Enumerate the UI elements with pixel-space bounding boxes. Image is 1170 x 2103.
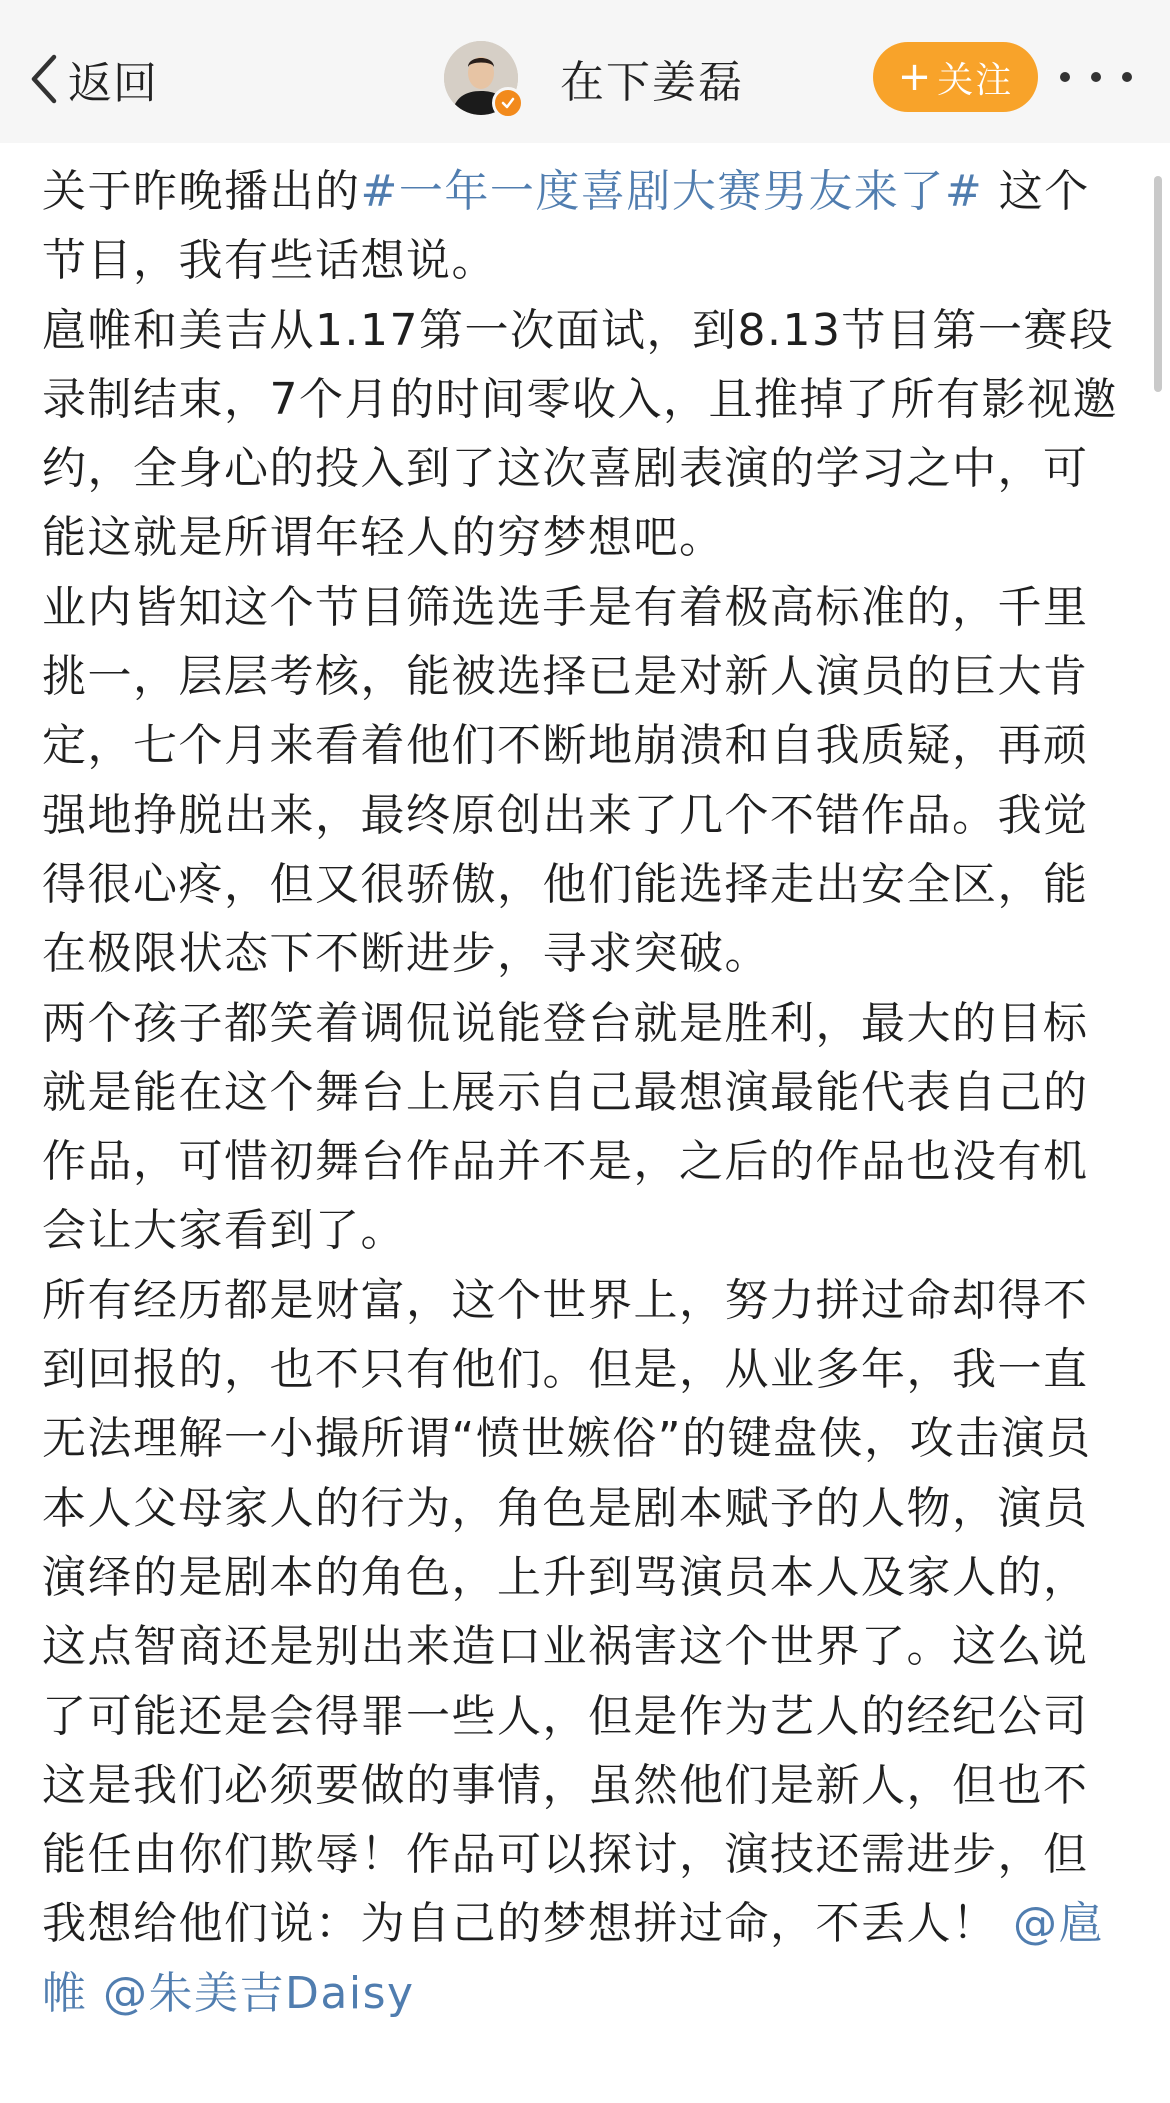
post-paragraph: 业内皆知这个节目筛选选手是有着极高标准的，千里挑一，层层考核，能被选择已是对新人演员的巨大肯定，七个月来看着他们不断地崩溃和自我质疑，再顽强地挣脱出来，最终原创出来了几个不错作品。我觉得很心疼，但又很骄傲，他们能选择走出安全区，能在极限状态下不断进步，寻求突破。	[42, 581, 1089, 980]
post-paragraph: 所有经历都是财富，这个世界上，努力拼过命却得不到回报的，也不只有他们。但是，从业多年，我一直无法理解一小撮所谓“愤世嫉俗”的键盘侠，攻击演员本人父母家人的行为，角色是剧本赋予的人物，演员演绎的是剧本的角色，上升到骂演员本人及家人的，这点智商还是别出来造口业祸害这个世界了。这么说了可能还是会得罪一些人，但是作为艺人的经纪公司这是我们必须要做的事情，虽然他们是新人，但也不能任由你们欺辱！作品可以探讨，演技还需进步，但	[42, 1274, 1092, 1881]
back-button[interactable]	[30, 44, 158, 114]
post-body	[42, 157, 1132, 2028]
follow-button[interactable]	[873, 42, 1038, 112]
author-info[interactable]	[444, 38, 744, 118]
mention-link[interactable]: @扈帷	[42, 1898, 1104, 2019]
post-paragraph: 两个孩子都笑着调侃说能登台就是胜利，最大的目标就是能在这个舞台上展示自己最想演最能代表自己的作品，可惜初舞台作品并不是，之后的作品也没有机会让大家看到了。	[42, 997, 1089, 1257]
hashtag-link[interactable]: #一年一度喜剧大赛男友来了#	[360, 166, 984, 217]
more-dots-icon[interactable]	[1060, 65, 1132, 89]
avatar[interactable]	[444, 41, 518, 115]
scrollbar[interactable]	[1154, 176, 1162, 392]
top-nav-bar	[0, 0, 1170, 143]
mention-link[interactable]: @朱美吉Daisy	[103, 1967, 415, 2019]
post-paragraph: 关于昨晚播出的#一年一度喜剧大赛男友来了# 这个节目，我有些话想说。	[42, 166, 1090, 287]
verified-badge-icon	[492, 87, 524, 119]
post-paragraph: 我想给他们说：为自己的梦想拼过命，不丢人！ @扈帷 @朱美吉Daisy	[42, 1898, 1104, 2019]
author-name[interactable]: 在下姜磊	[560, 57, 744, 108]
plus-icon: +	[897, 54, 932, 100]
back-label: 返回	[68, 58, 158, 109]
post-paragraph: 扈帷和美吉从1.17第一次面试，到8.13节目第一赛段录制结束，7个月的时间零收入，且推掉了所有影视邀约，全身心的投入到了这次喜剧表演的学习之中，可能这就是所谓年轻人的穷梦想吧。	[42, 304, 1118, 564]
follow-label: 关注	[937, 59, 1014, 101]
chevron-left-icon	[30, 54, 58, 104]
